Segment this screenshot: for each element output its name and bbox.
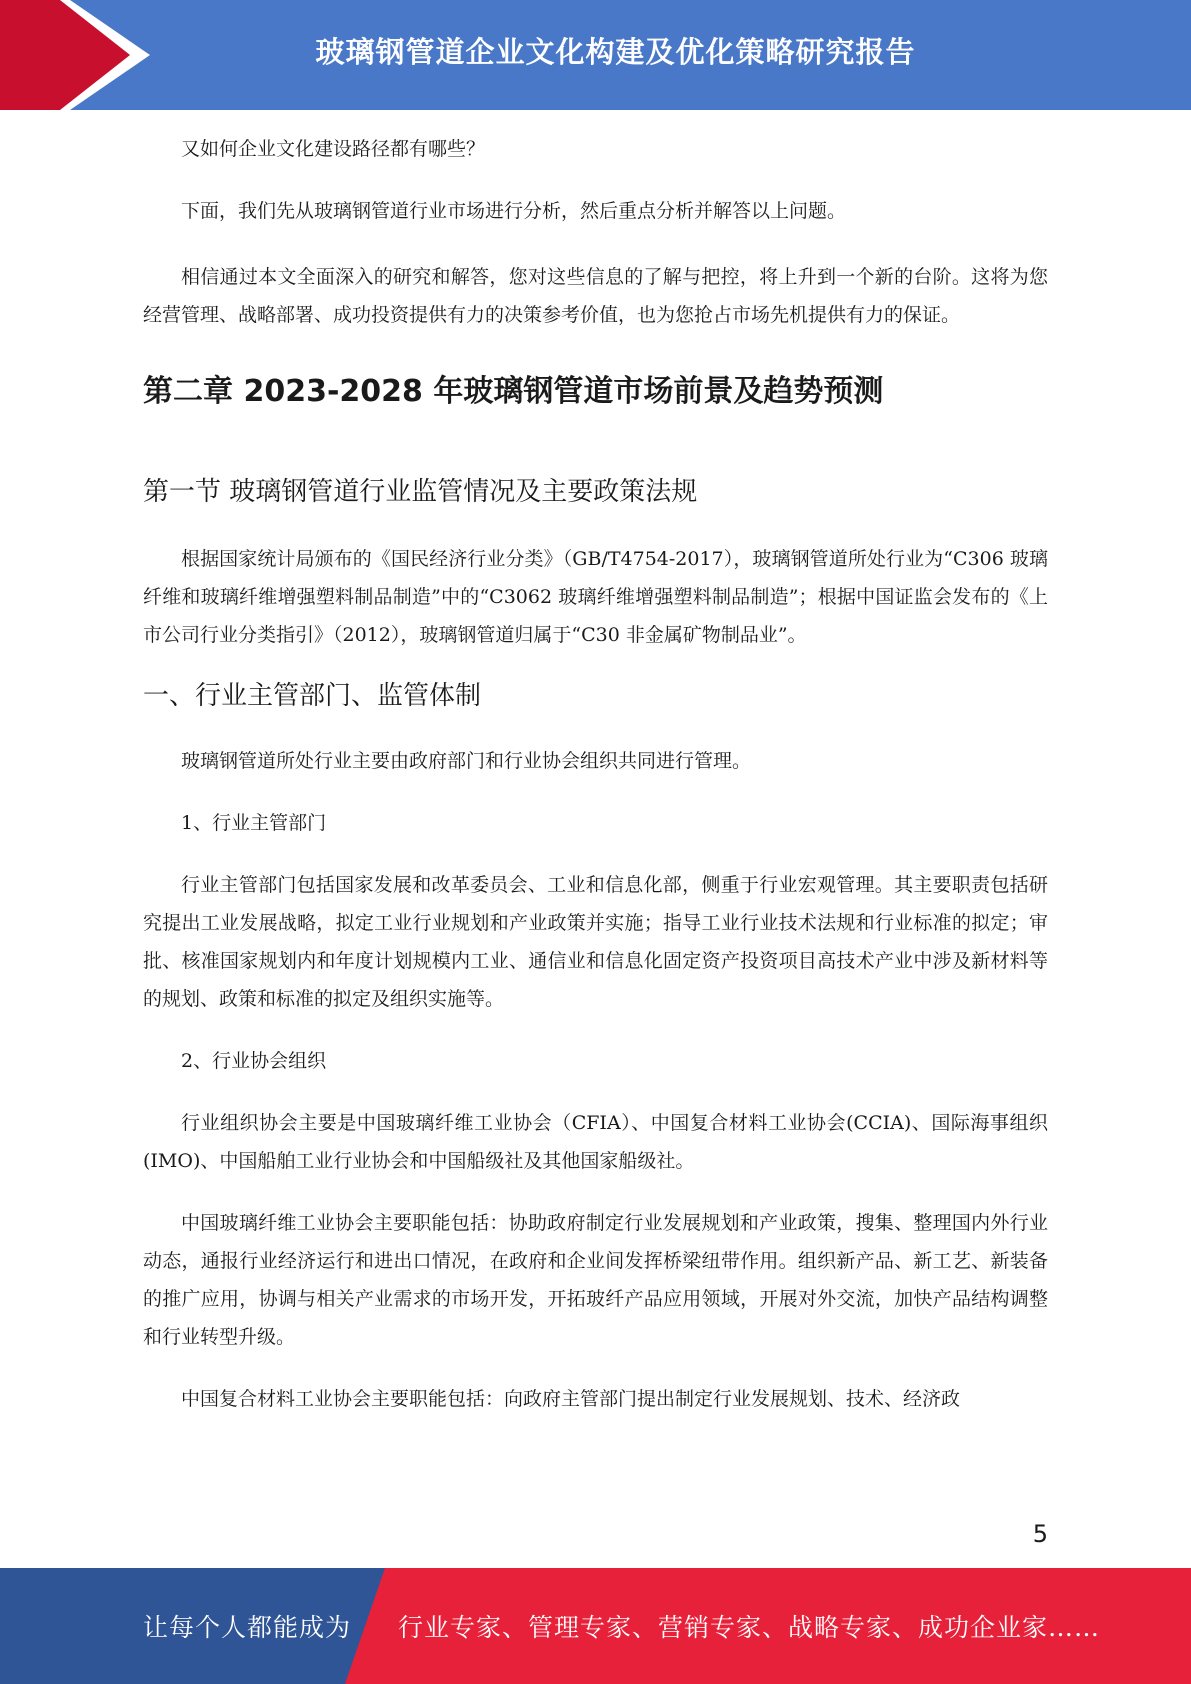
- cfia-paragraph: 中国玻璃纤维工业协会主要职能包括：协助政府制定行业发展规划和产业政策，搜集、整理国内外行业动态，通报行业经济运行和进出口情况，在政府和企业间发挥桥梁纽带作用。组织新产品、新工艺、新装备的推广应用，协调与相关产业需求的市场开发，开拓玻纤产品应用领域，开展对外交流，加快产品结构调整和行业转型升级。: [143, 1212, 1048, 1348]
- report-title: 玻璃钢管道企业文化构建及优化策略研究报告: [315, 34, 916, 69]
- item1-paragraph: 行业主管部门包括国家发展和改革委员会、工业和信息化部，侧重于行业宏观管理。其主要职责包括研究提出工业发展战略，拟定工业行业规划和产业政策并实施；指导工业行业技术法规和行业标准的拟定；审批、核准国家规划内和年度计划规模内工业、通信业和信息化固定资产投资项目高技术产业中涉及新材料等的规划、政策和标准的拟定及组织实施等。: [143, 874, 1048, 1010]
- chapter-title: 第二章 2023-2028 年玻璃钢管道市场前景及趋势预测: [143, 374, 884, 409]
- intro-paragraph-1: 又如何企业文化建设路径都有哪些？: [181, 138, 486, 160]
- page-header: [0, 0, 1191, 110]
- footer-slogan-left: 让每个人都能成为: [143, 1613, 352, 1642]
- section-paragraph: 根据国家统计局颁布的《国民经济行业分类》（GB/T4754-2017），玻璃钢管道所处行业为“C306 玻璃纤维和玻璃纤维增强塑料制品制造”中的“C3062 玻璃纤维增强塑料制品制造”；根据中国证监会发布的《上市公司行业分类指引》（2012），玻璃钢管道归属于“C30 非金属矿物制品业”。: [143, 548, 1048, 646]
- item2-paragraph: 行业组织协会主要是中国玻璃纤维工业协会（CFIA）、中国复合材料工业协会(CCIA)、国际海事组织(IMO)、中国船舶工业行业协会和中国船级社及其他国家船级社。: [143, 1112, 1048, 1172]
- ccia-paragraph: 中国复合材料工业协会主要职能包括：向政府主管部门提出制定行业发展规划、技术、经济政: [181, 1388, 961, 1410]
- item2-label: 2、行业协会组织: [181, 1050, 327, 1072]
- intro-paragraph-2: 下面，我们先从玻璃钢管道行业市场进行分析，然后重点分析并解答以上问题。: [181, 200, 847, 222]
- subsection-title: 一、行业主管部门、监管体制: [143, 681, 482, 711]
- page-footer: [0, 1568, 1191, 1684]
- document-body: [143, 130, 1048, 1442]
- page-number: 5: [1032, 1520, 1048, 1548]
- footer-slogan-right: 行业专家、管理专家、营销专家、战略专家、成功企业家……: [398, 1613, 1101, 1642]
- intro-paragraph-3: 相信通过本文全面深入的研究和解答，您对这些信息的了解与把控，将上升到一个新的台阶。这将为您经营管理、战略部署、成功投资提供有力的决策参考价值，也为您抢占市场先机提供有力的保证。: [143, 266, 1048, 326]
- subsection-intro: 玻璃钢管道所处行业主要由政府部门和行业协会组织共同进行管理。: [181, 750, 752, 772]
- item1-label: 1、行业主管部门: [181, 812, 327, 834]
- section-title: 第一节 玻璃钢管道行业监管情况及主要政策法规: [143, 477, 698, 507]
